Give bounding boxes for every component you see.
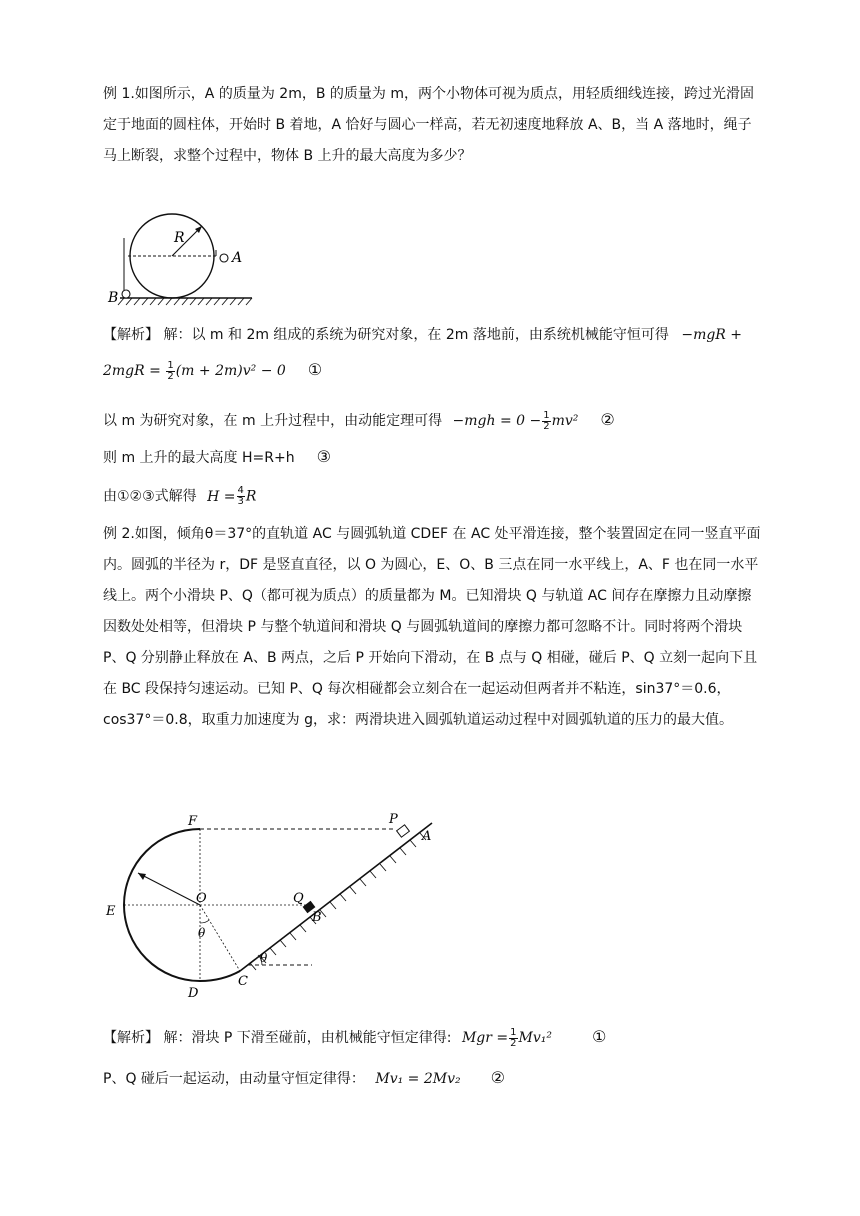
- fig1-label-r: R: [174, 230, 185, 246]
- ex1-solution-line-4: 则 m 上升的最大高度 H=R+h ③: [103, 447, 331, 466]
- fig2-label-o: O: [196, 891, 207, 906]
- example-1-question: 例 1.如图所示，A 的质量为 2m，B 的质量为 m，两个小物体可视为质点，用轻质细线连接，跨过光滑固定于地面的圆柱体，开始时 B 着地，A 恰好与圆心一样高，若无初速度地释放 A、B，当 A 落地时，绳子马上断裂，求整个过程中，物体 B 上升的最大高度为多少？: [103, 86, 754, 164]
- fig2-label-q: Q: [293, 891, 304, 906]
- fig2-label-d: D: [188, 986, 199, 1001]
- fig2-label-c: C: [238, 974, 248, 989]
- fig1-label-a: A: [232, 250, 243, 266]
- fig2-label-theta-c: θ: [260, 951, 268, 965]
- example-2-question: 例 2.如图，倾角θ＝37°的直轨道 AC 与圆弧轨道 CDEF 在 AC 处平滑连接，整个装置固定在同一竖直平面内。圆弧的半径为 r，DF 是竖直直径，以 O 为圆心，E、O、B 三点在同一水平线上，A、F 也在同一水平线上。两个小滑块 P、Q（都可视为质点）的质量都为 M。已知滑块 Q 与轨道 AC 间存在摩擦力且动摩擦因数处处相等，但滑块 P 与整个轨道间和滑块 Q 与圆弧轨道间的摩擦力都可忽略不计。同时将两个滑块 P、Q 分别静止释放在 A、B 两点，之后 P 开始向下滑动，在 B 点与 Q 相碰，碰后 P、Q 立刻一起向下且在 BC 段保持匀速运动。已知 P、Q 每次相碰都会立刻合在一起运动但两者并不粘连，sin37°＝0.6，cos37°＝0.8，取重力加速度为 g，求：两滑块进入圆弧轨道运动过程中对圆弧轨道的压力的最大值。: [103, 526, 761, 728]
- ex1-solution-line-2: 2mgR = $\frac{1}{2}$ (m + 2m)v² − 0 ①: [103, 359, 323, 382]
- ex1-solution-line-5: 由①②③式解得 H = $\frac{4}{3}$ R: [103, 485, 257, 507]
- ex2-solution-line-1: 【解析】 解：滑块 P 下滑至碰前，由机械能守恒定律得: Mgr = $\frac{1}{2}$ Mv₁² ①: [103, 1026, 607, 1049]
- fig2-label-f: F: [188, 814, 198, 829]
- ex1-solution-line-3: 以 m 为研究对象，在 m 上升过程中，由动能定理可得 −mgℎ = 0 − $\frac{1}{2}$ mv² ②: [103, 409, 615, 432]
- fig2-label-p: P: [389, 812, 398, 827]
- ex2-solution-line-2: P、Q 碰后一起运动，由动量守恒定律得： Mv₁ = 2Mv₂ ②: [103, 1068, 505, 1087]
- fig2-label-b: B: [312, 910, 322, 925]
- fig2-label-a: A: [422, 829, 432, 844]
- figure-1-cylinder: [100, 210, 260, 310]
- fig1-label-b: B: [108, 290, 119, 306]
- fig2-label-e: E: [106, 904, 116, 919]
- figure-2-track: [100, 805, 445, 1005]
- ex1-solution-line-1: 【解析】 解：以 m 和 2m 组成的系统为研究对象，在 2m 落地前，由系统机械能守恒可得 −mgR +: [103, 327, 743, 343]
- fig2-label-theta-o: θ: [198, 926, 206, 940]
